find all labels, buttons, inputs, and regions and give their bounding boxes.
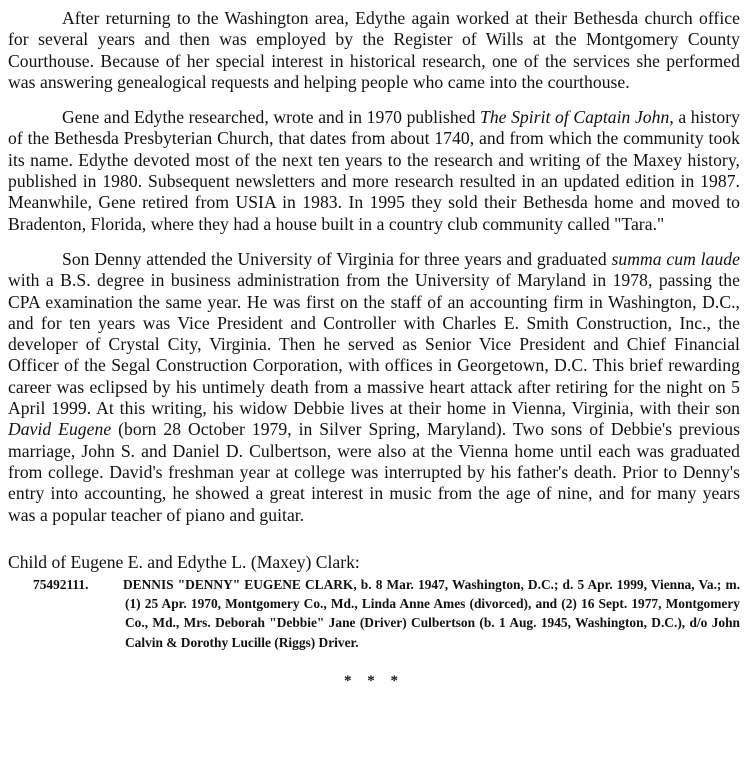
paragraph-text: with a B.S. degree in business administration from the University of Maryland in 1978, passing the CPA examination the same year. He was first on the staff of an accounting firm in Washington, D.C., and for ten years was Vice President and Controller with Charles E. Smith Construction, Inc., the developer of Crystal City, Virginia. Then he served as Senior Vice President and Chief Financial Officer of the Segal Construction Corporation, with offices in Georgetown, D.C. This brief rewarding career was eclipsed by his untimely death from a massive heart attack after retiring for the night on 5 April 1999. At this writing, his widow Debbie lives at their home in Vienna, Virginia, with their son bbox=[8, 270, 740, 419]
section-separator: * * * bbox=[344, 673, 404, 690]
paragraph-text: Gene and Edythe researched, wrote and in 1970 published bbox=[62, 107, 480, 128]
paragraph-spirit-of-captain-john bbox=[8, 107, 740, 235]
italic-name: David Eugene bbox=[8, 419, 112, 440]
child-heading: Child of Eugene E. and Edythe L. (Maxey) Clark: bbox=[8, 551, 360, 572]
child-entry-text: DENNIS "DENNY" EUGENE CLARK, b. 8 Mar. 1947, Washington, D.C.; d. 5 Apr. 1999, Vienna, Va.; m. (1) 25 Apr. 1970, Montgomery Co., Md., Linda Anne Ames (divorced), and (2) 16 Sept. 1977, Montgomery Co., Md., Mrs. Deborah "Debbie" Jane (Driver) Culbertson (b. 1 Aug. 1945, Washington, D.C.), d/o John Calvin & Dorothy Lucille (Riggs) Driver. bbox=[123, 576, 740, 650]
paragraph-text: (born 28 October 1979, in Silver Spring, Maryland). Two sons of Debbie's previous marriage, John S. and Daniel D. Culbertson, were also at the Vienna home until each was graduated from college. David's freshman year at college was interrupted by his father's death. Prior to Denny's entry into accounting, he showed a great interest in music from the age of nine, and for many years was a popular teacher of piano and guitar. bbox=[8, 419, 740, 525]
paragraph-text: After returning to the Washington area, Edythe again worked at their Bethesda church office for several years and then was employed by the Register of Wills at the Montgomery County Courthouse. Because of her special interest in historical research, one of the services she performed was answering genealogical requests and helping people who came into the courthouse. bbox=[8, 8, 740, 92]
paragraph-son-denny bbox=[8, 249, 740, 526]
document-page bbox=[8, 8, 740, 690]
book-title: The Spirit of Captain John bbox=[479, 107, 670, 128]
paragraph-edythe-work bbox=[8, 8, 740, 93]
child-entry bbox=[33, 575, 740, 652]
italic-phrase: summa cum laude bbox=[611, 248, 740, 269]
paragraph-text: , a history of the Bethesda Presbyterian Church, that dates from about 1740, and from which the community took its name. Edythe devoted most of the next ten years to the research and writing of the Maxey history, published in 1980. Subsequent newsletters and more research resulted in an updated edition in 1987. Meanwhile, Gene retired from USIA in 1983. In 1995 they sold their Bethesda home and moved to Bradenton, Florida, where they had a house built in a country club community called "Tara." bbox=[8, 107, 740, 234]
paragraph-text: Son Denny attended the University of Virginia for three years and graduated bbox=[62, 248, 612, 269]
child-entry-number: 75492111. bbox=[33, 576, 89, 592]
